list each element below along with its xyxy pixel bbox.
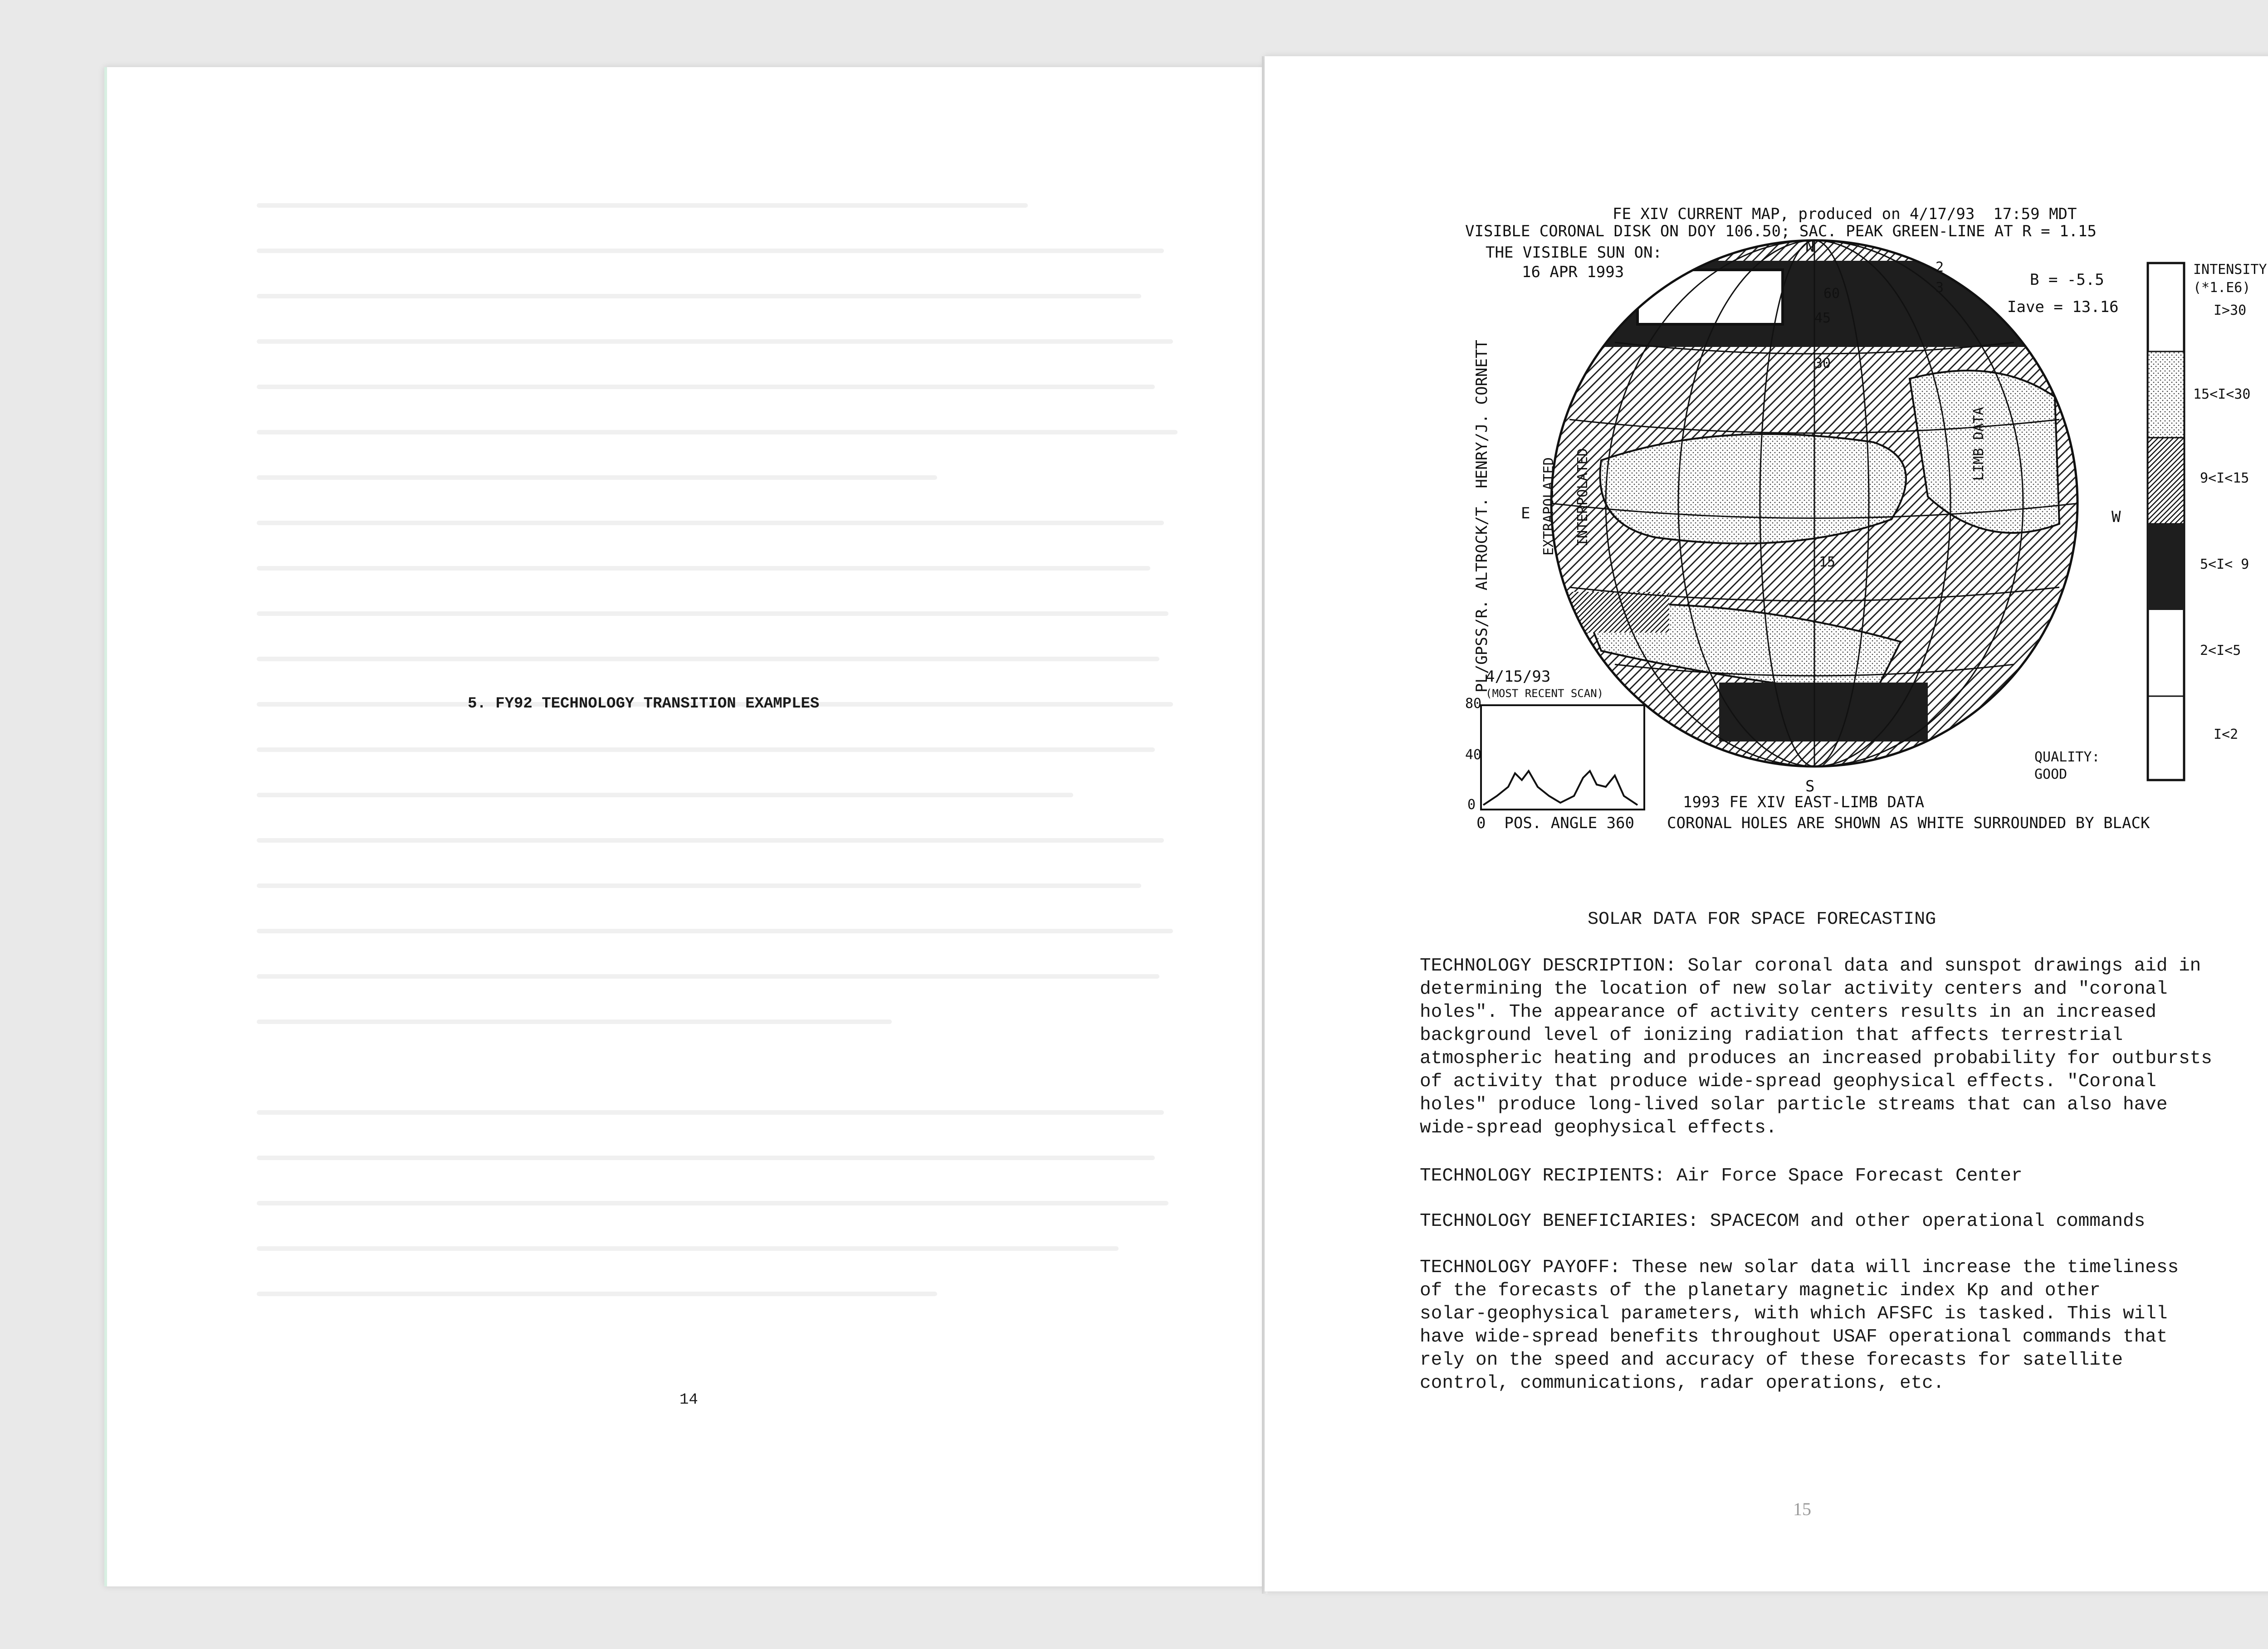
visible-sun-label: THE VISIBLE SUN ON:: [1486, 244, 1662, 262]
west-label: W: [2112, 508, 2121, 526]
lat-label-60: 60: [1823, 286, 1840, 302]
y-tick-40: 40: [1465, 747, 1482, 763]
scan-date: 4/15/93: [1486, 668, 1551, 686]
limb-data-caption: 1993 FE XIV EAST-LIMB DATA: [1683, 793, 1925, 811]
x-axis-label: 0 POS. ANGLE 360: [1476, 814, 1634, 832]
b-value: B = -5.5: [2030, 271, 2104, 289]
y-tick-80: 80: [1465, 696, 1482, 712]
section-heading: 5. FY92 TECHNOLOGY TRANSITION EXAMPLES: [468, 695, 820, 712]
intensity-legend: [2148, 263, 2184, 780]
legend-15-30: 15<I<30: [2193, 386, 2251, 402]
marker-3: 3: [1936, 280, 1944, 296]
limb-data-label: LIMB DATA: [1971, 407, 1987, 481]
quality-label: QUALITY:: [2034, 749, 2100, 765]
legend-i-gt-30: I>30: [2214, 302, 2247, 318]
lat-label-15: 15: [1819, 554, 1836, 570]
legend-i-lt-2: I<2: [2214, 727, 2239, 742]
figure-caption: SOLAR DATA FOR SPACE FORECASTING: [1588, 909, 1936, 930]
east-limb-scan-plot: [1481, 705, 1644, 810]
technology-recipients: TECHNOLOGY RECIPIENTS: Air Force Space Forecast Center: [1420, 1166, 2023, 1186]
intensity-unit: (*1.E6): [2193, 280, 2251, 296]
lat-label-45: 45: [1814, 310, 1831, 326]
interpolated-label: INTERPOLATED: [1575, 448, 1591, 546]
technology-beneficiaries: TECHNOLOGY BENEFICIARIES: SPACECOM and other operational commands: [1420, 1211, 2146, 1232]
iave-value: Iave = 13.16: [2007, 298, 2119, 316]
lat-label-30: 30: [1814, 356, 1831, 371]
page-number: 14: [679, 1391, 698, 1409]
east-label: E: [1521, 504, 1530, 522]
left-page: [104, 67, 1266, 1586]
page-number: 15: [1793, 1499, 1811, 1519]
extrapolated-label: EXTRAPOLATED: [1541, 457, 1557, 556]
quality-value: GOOD: [2034, 766, 2068, 782]
intensity-title: INTENSITY: [2193, 262, 2267, 278]
coronal-map-figure: [1465, 206, 2268, 837]
technology-description: TECHNOLOGY DESCRIPTION: Solar coronal data and sunspot drawings aid in determining the location of new solar activity centers and "coronal holes". The appearance of activity centers results in an increased background level of ionizing radiation that affects terrestrial atmospheric heating and produces an increased probability for outbursts of activity that produce wide-spread geophysical effects. "Coronal holes" produce long-lived solar particle streams that can also have wide-spread geophysical effects.: [1420, 956, 2212, 1138]
north-label: N: [1805, 238, 1815, 256]
credit-line: PL/GPSS/R. ALTROCK/T. HENRY/J. CORNETT: [1473, 340, 1491, 693]
coronal-holes-note: CORONAL HOLES ARE SHOWN AS WHITE SURROUNDED BY BLACK: [1667, 814, 2150, 832]
figure-title-line2: VISIBLE CORONAL DISK ON DOY 106.50; SAC. PEAK GREEN-LINE AT R = 1.15: [1465, 222, 2097, 240]
technology-payoff: TECHNOLOGY PAYOFF: These new solar data will increase the timeliness of the forecasts of the planetary magnetic index Kp and other solar-geophysical parameters, with which AFSFC is tasked. This will have wide-spread benefits throughout USAF operational commands that rely on the speed and accuracy of these forecasts for satellite control, communications, radar operations, etc.: [1420, 1257, 2179, 1394]
legend-2-5: 2<I<5: [2200, 643, 2241, 659]
scan-note: (MOST RECENT SCAN): [1486, 687, 1604, 700]
south-label: S: [1805, 777, 1815, 795]
marker-2: 2: [1936, 259, 1944, 275]
visible-sun-date: 16 APR 1993: [1522, 263, 1624, 281]
y-tick-0: 0: [1467, 797, 1476, 813]
figure-title-line1: FE XIV CURRENT MAP, produced on 4/17/93 17:59 MDT: [1613, 205, 2077, 223]
legend-5-9: 5<I< 9: [2200, 556, 2249, 572]
legend-9-15: 9<I<15: [2200, 470, 2249, 486]
